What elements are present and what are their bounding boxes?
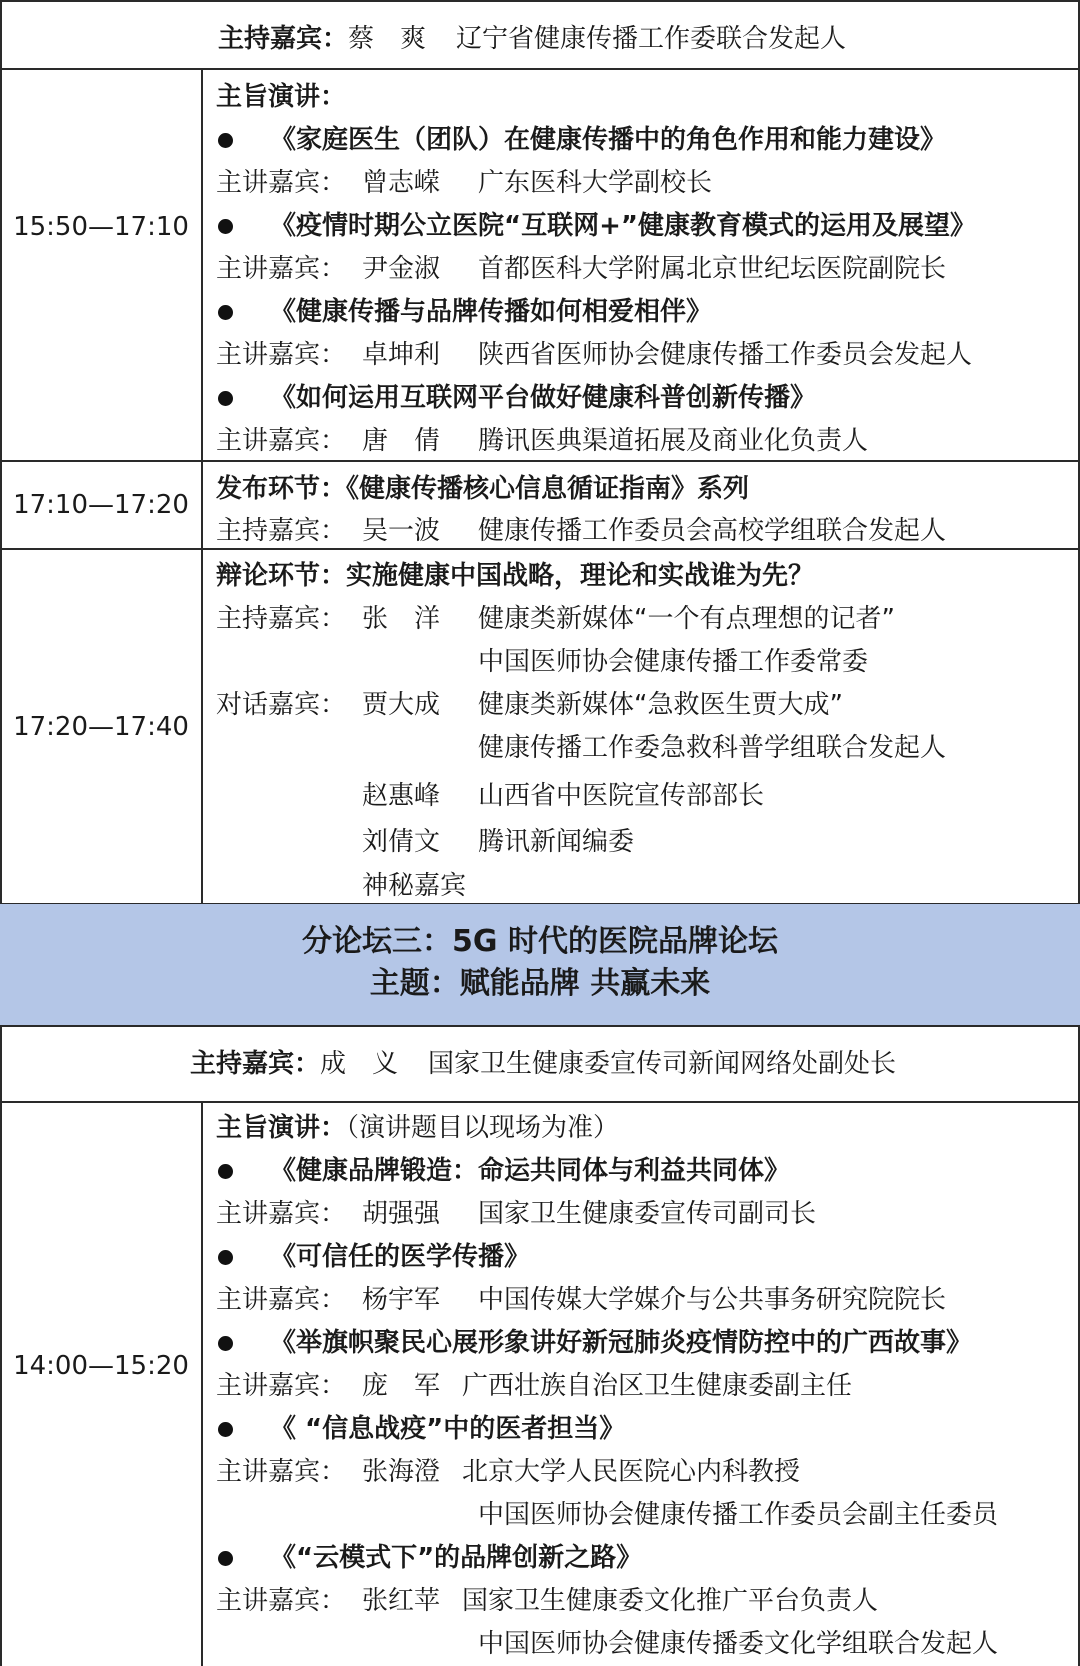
host-label: 主持嘉宾： <box>218 24 349 54</box>
bullet-icon <box>218 391 233 406</box>
talk-title: 《“云模式下”的品牌创新之路》 <box>270 1543 643 1573</box>
bullet-icon <box>218 1551 233 1566</box>
release-heading: 发布环节：《健康传播核心信息循证指南》系列 <box>216 474 750 504</box>
keynote-heading: 主旨演讲： <box>216 1113 347 1143</box>
speaker-affiliation: 中国医师协会健康传播工作委员会副主任委员 <box>478 1500 999 1530</box>
guest-label: 对话嘉宾： <box>216 690 347 720</box>
speaker-name: 张红苹 <box>362 1586 441 1616</box>
forum-banner <box>0 904 1080 1025</box>
table-border-top <box>0 0 1080 2</box>
host-affiliation: 健康类新媒体“一个有点理想的记者” <box>478 604 895 634</box>
debate-heading: 辩论环节：实施健康中国战略，理论和实战谁为先？ <box>216 561 815 591</box>
column-divider <box>201 68 203 904</box>
speaker-name: 曾志嵘 <box>362 168 441 198</box>
table-border-left <box>0 0 2 1666</box>
talk-title: 《疫情时期公立医院“互联网+”健康教育模式的运用及展望》 <box>270 211 976 241</box>
speaker-name: 胡强强 <box>362 1199 441 1229</box>
guest-name: 神秘嘉宾 <box>362 871 467 901</box>
speaker-name: 杨宇军 <box>362 1285 441 1315</box>
speaker-label: 主讲嘉宾： <box>216 340 347 370</box>
speaker-label: 主讲嘉宾： <box>216 1371 347 1401</box>
speaker-affiliation: 腾讯医典渠道拓展及商业化负责人 <box>478 426 869 456</box>
speaker-affiliation: 中国传媒大学媒介与公共事务研究院院长 <box>478 1285 947 1315</box>
forum-theme: 主题：赋能品牌 共赢未来 <box>369 966 711 1001</box>
host-label: 主持嘉宾： <box>216 516 347 546</box>
speaker-name: 唐 倩 <box>362 426 441 456</box>
time-slot: 17:10—17:20 <box>13 490 189 520</box>
bullet-icon <box>218 1250 233 1265</box>
speaker-affiliation: 首都医科大学附属北京世纪坛医院副院长 <box>478 254 947 284</box>
keynote-heading: 主旨演讲： <box>216 82 347 112</box>
row-divider <box>0 1101 1080 1103</box>
host-row <box>190 1049 896 1079</box>
keynote-note: （演讲题目以现场为准） <box>346 1113 620 1143</box>
bullet-icon <box>218 133 233 148</box>
bullet-icon <box>218 1422 233 1437</box>
time-slot: 17:20—17:40 <box>13 712 189 742</box>
host-title: 国家卫生健康委宣传司新闻网络处副处长 <box>428 1049 897 1079</box>
speaker-label: 主讲嘉宾： <box>216 1285 347 1315</box>
guest-name: 赵惠峰 <box>362 781 441 811</box>
speaker-label: 主讲嘉宾： <box>216 254 347 284</box>
host-title: 辽宁省健康传播工作委联合发起人 <box>456 24 847 54</box>
row-divider <box>0 460 1080 462</box>
column-divider <box>201 1101 203 1666</box>
talk-title: 《家庭医生（团队）在健康传播中的角色作用和能力建设》 <box>270 125 947 155</box>
speaker-affiliation: 国家卫生健康委宣传司副司长 <box>478 1199 817 1229</box>
host-row <box>218 24 846 54</box>
keynote-heading-row <box>216 1113 619 1143</box>
talk-title: 《健康传播与品牌传播如何相爱相伴》 <box>270 297 713 327</box>
speaker-label: 主讲嘉宾： <box>216 1199 347 1229</box>
time-slot: 14:00—15:20 <box>13 1351 189 1381</box>
speaker-label: 主讲嘉宾： <box>216 1586 347 1616</box>
host-affiliation: 健康传播工作委员会高校学组联合发起人 <box>478 516 947 546</box>
bullet-icon <box>218 1164 233 1179</box>
guest-name: 贾大成 <box>362 690 441 720</box>
guest-affiliation: 山西省中医院宣传部部长 <box>478 781 765 811</box>
row-divider <box>0 1025 1080 1027</box>
speaker-affiliation: 北京大学人民医院心内科教授 <box>462 1457 801 1487</box>
speaker-affiliation: 广西壮族自治区卫生健康委副主任 <box>462 1371 853 1401</box>
speaker-label: 主讲嘉宾： <box>216 168 347 198</box>
speaker-name: 庞 军 <box>362 1371 441 1401</box>
host-name: 蔡 爽 <box>348 24 427 54</box>
bullet-icon <box>218 219 233 234</box>
time-slot: 15:50—17:10 <box>13 212 189 242</box>
host-affiliation: 中国医师协会健康传播工作委常委 <box>478 647 869 677</box>
guest-affiliation: 健康类新媒体“急救医生贾大成” <box>478 690 843 720</box>
bullet-icon <box>218 305 233 320</box>
speaker-affiliation: 陕西省医师协会健康传播工作委员会发起人 <box>478 340 973 370</box>
talk-title: 《举旗帜聚民心展形象讲好新冠肺炎疫情防控中的广西故事》 <box>270 1328 973 1358</box>
guest-affiliation: 健康传播工作委急救科普学组联合发起人 <box>478 733 947 763</box>
speaker-name: 卓坤利 <box>362 340 441 370</box>
guest-affiliation: 腾讯新闻编委 <box>478 827 635 857</box>
host-name: 张 洋 <box>362 604 441 634</box>
talk-title: 《如何运用互联网平台做好健康科普创新传播》 <box>270 383 817 413</box>
speaker-name: 尹金淑 <box>362 254 441 284</box>
speaker-name: 张海澄 <box>362 1457 441 1487</box>
host-label: 主持嘉宾： <box>216 604 347 634</box>
host-name: 吴一波 <box>362 516 441 546</box>
row-divider <box>0 68 1080 70</box>
speaker-label: 主讲嘉宾： <box>216 1457 347 1487</box>
speaker-affiliation: 广东医科大学副校长 <box>478 168 713 198</box>
talk-title: 《可信任的医学传播》 <box>270 1242 531 1272</box>
speaker-affiliation: 国家卫生健康委文化推广平台负责人 <box>462 1586 879 1616</box>
guest-name: 刘倩文 <box>362 827 441 857</box>
row-divider <box>0 548 1080 550</box>
host-label: 主持嘉宾： <box>190 1049 321 1079</box>
talk-title: 《 “信息战疫”中的医者担当》 <box>270 1414 626 1444</box>
bullet-icon <box>218 1336 233 1351</box>
speaker-label: 主讲嘉宾： <box>216 426 347 456</box>
talk-title: 《健康品牌锻造：命运共同体与利益共同体》 <box>270 1156 791 1186</box>
speaker-affiliation: 中国医师协会健康传播委文化学组联合发起人 <box>478 1629 999 1659</box>
forum-title: 分论坛三：5G 时代的医院品牌论坛 <box>302 924 778 959</box>
host-name: 成 义 <box>320 1049 399 1079</box>
